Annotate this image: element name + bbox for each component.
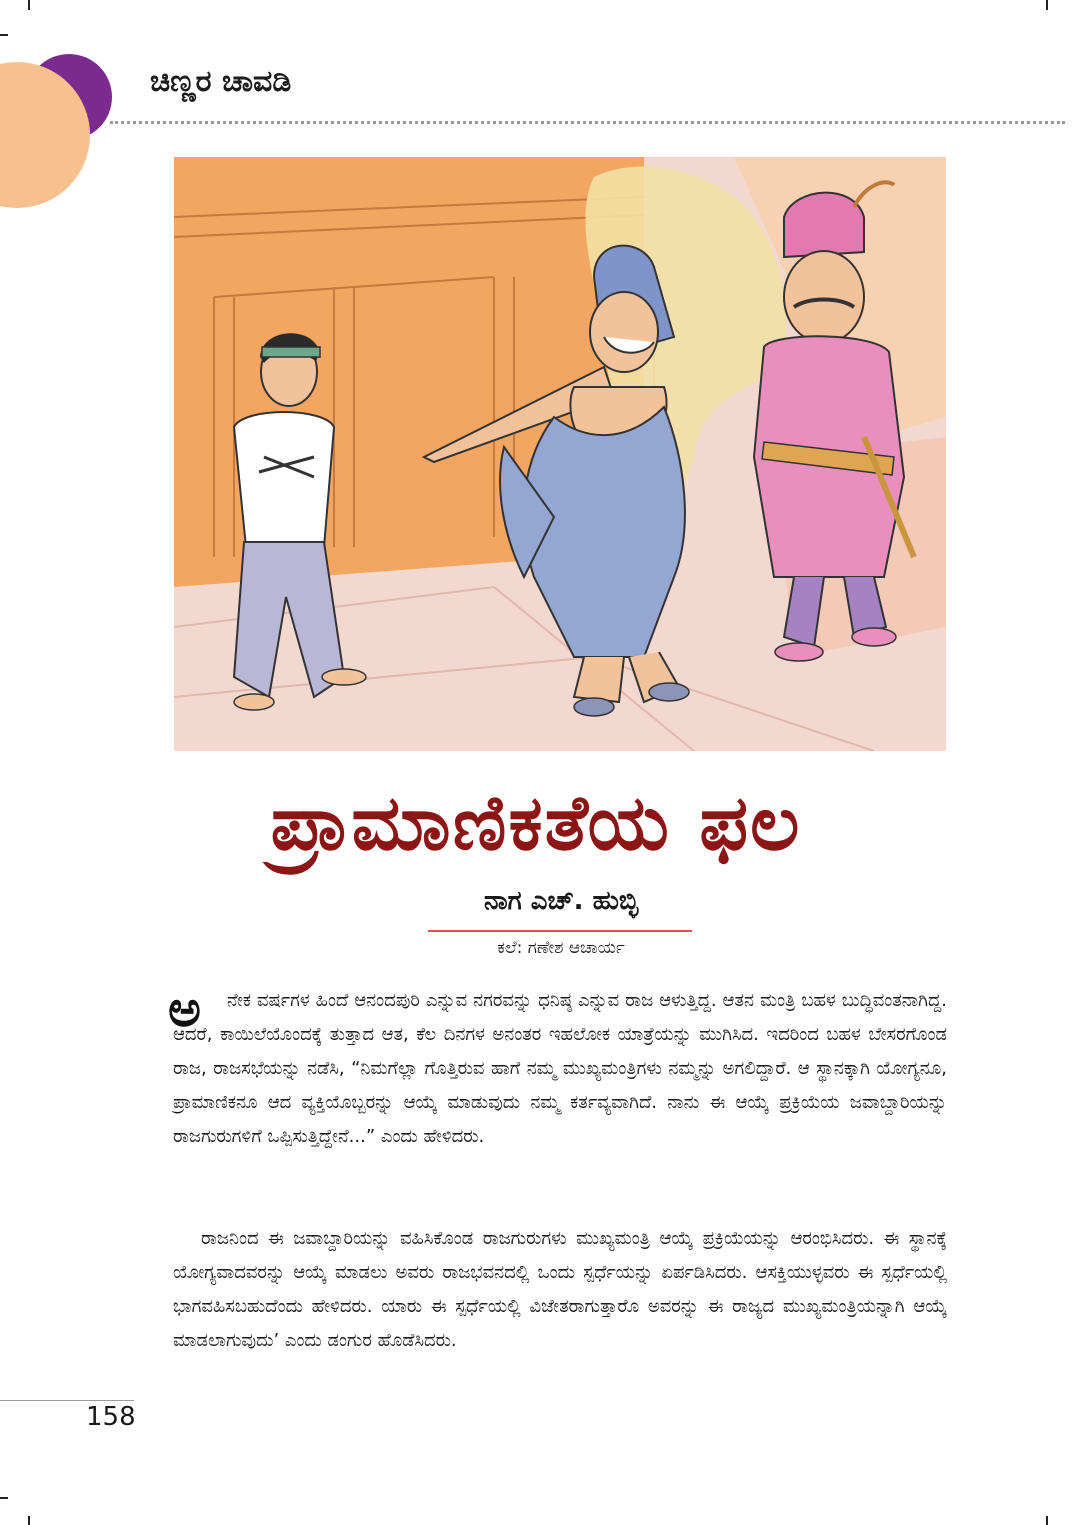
- page-number-rule: [0, 1400, 134, 1401]
- artist-credit: ಕಲೆ: ಗಣೇಶ ಆಚಾರ್ಯ: [497, 938, 625, 958]
- crop-mark-top-right: [1046, 0, 1048, 10]
- crop-mark-bottom-left: [28, 1516, 30, 1525]
- author-name: ನಾಗ ಎಚ್‌. ಹುಬ್ಳಿ: [484, 886, 638, 916]
- crop-mark-top-left: [28, 0, 30, 10]
- story-illustration: [174, 157, 946, 751]
- drop-cap: ಅ: [168, 980, 201, 1038]
- header-dotted-rule: [110, 121, 1065, 124]
- crop-mark-left-lower: [0, 1497, 8, 1499]
- crop-mark-bottom-right: [1046, 1516, 1048, 1525]
- story-paragraph-2: ರಾಜನಿಂದ ಈ ಜವಾಬ್ದಾರಿಯನ್ನು ವಹಿಸಿಕೊಂಡ ರಾಜಗುರುಗಳು ಮುಖ್ಯಮಂತ್ರಿ ಆಯ್ಕೆ ಪ್ರಕ್ರಿಯೆಯನ್ನು ಆರಂಭಿಸಿದರು. ಈ ಸ್ಥಾನಕ್ಕೆ ಯೋಗ್ಯವಾದವರನ್ನು ಆಯ್ಕೆ ಮಾಡಲು ಅವರು ರಾಜಭವನದಲ್ಲಿ ಒಂದು ಸ್ಪರ್ಧೆಯನ್ನು ಏರ್ಪಡಿಸಿದರು. ಆಸಕ್ತಿಯುಳ್ಳವರು ಈ ಸ್ಪರ್ಧೆಯಲ್ಲಿ ಭಾಗವಹಿಸಬಹುದೆಂದು ಹೇಳಿದರು. ಯಾರು ಈ ಸ್ಪರ್ಧೆಯಲ್ಲಿ ವಿಜೇತರಾಗುತ್ತಾರೊ ಅವರನ್ನು ಈ ರಾಜ್ಯದ ಮುಖ್ಯಮಂತ್ರಿಯನ್ನಾಗಿ ಆಯ್ಕೆ ಮಾಡಲಾಗುವುದು’ ಎಂದು ಡಂಗುರ ಹೊಡೆಸಿದರು.: [173, 1228, 947, 1351]
- story-title: ಪ್ರಾಮಾಣಿಕತೆಯ ಫಲ: [270, 778, 802, 867]
- section-title: ಚಿಣ್ಣರ ಚಾವಡಿ: [150, 64, 292, 99]
- author-underline: [428, 930, 692, 932]
- story-paragraph-1: ನೇಕ ವರ್ಷಗಳ ಹಿಂದೆ ಆನಂದಪುರಿ ಎನ್ನುವ ನಗರವನ್ನು ಧನಿಷ್ಠ ಎನ್ನುವ ರಾಜ ಆಳುತ್ತಿದ್ದ. ಆತನ ಮಂತ್ರಿ ಬಹಳ ಬುದ್ಧಿವಂತನಾಗಿದ್ದ. ಆದರೆ, ಕಾಯಿಲೆಯೊಂದಕ್ಕೆ ತುತ್ತಾದ ಆತ, ಕೆಲ ದಿನಗಳ ಅನಂತರ ಇಹಲೋಕ ಯಾತ್ರೆಯನ್ನು ಮುಗಿಸಿದ. ಇದರಿಂದ ಬಹಳ ಬೇಸರಗೊಂಡ ರಾಜ, ರಾಜಸಭೆಯನ್ನು ನಡೆಸಿ, “ನಿಮಗೆಲ್ಲಾ ಗೊತ್ತಿರುವ ಹಾಗೆ ನಮ್ಮ ಮುಖ್ಯಮಂತ್ರಿಗಳು ನಮ್ಮನ್ನು ಅಗಲಿದ್ದಾರೆ. ಆ ಸ್ಥಾನಕ್ಕಾಗಿ ಯೋಗ್ಯನೂ, ಪ್ರಾಮಾಣಿಕನೂ ಆದ ವ್ಯಕ್ತಿಯೊಬ್ಬರನ್ನು ಆಯ್ಕೆ ಮಾಡುವುದು ನಮ್ಮ ಕರ್ತವ್ಯವಾಗಿದೆ. ನಾನು ಈ ಆಯ್ಕೆ ಪ್ರಕ್ರಿಯೆಯ ಜವಾಬ್ದಾರಿಯನ್ನು ರಾಜಗುರುಗಳಿಗೆ ಒಪ್ಪಿಸುತ್ತಿದ್ದೇನೆ...” ಎಂದು ಹೇಳಿದರು.: [173, 990, 947, 1147]
- crop-mark-left-upper: [0, 34, 8, 36]
- page-number: 158: [86, 1402, 136, 1432]
